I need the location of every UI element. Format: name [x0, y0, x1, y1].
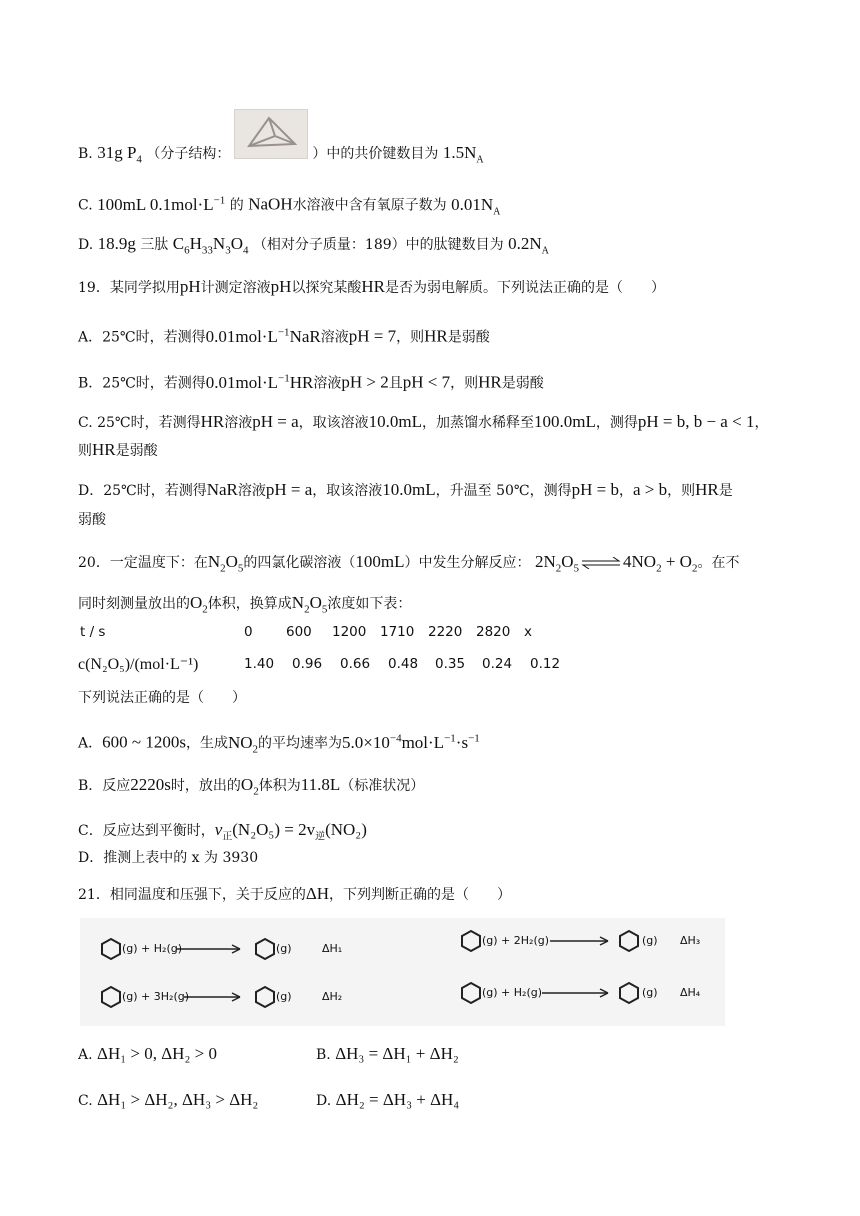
- text: 19．某同学拟用: [78, 280, 180, 296]
- option-letter: B.: [78, 146, 93, 162]
- text: 且: [388, 375, 403, 392]
- r1-left: (g) + H₂(g): [122, 942, 183, 955]
- text: 。在不: [697, 555, 740, 571]
- ph-value: pH = a: [265, 480, 313, 499]
- text: 以探究某酸: [291, 280, 362, 296]
- text: ，: [754, 415, 769, 431]
- text: ）中发生分解反应：: [404, 555, 531, 571]
- cell: 0.66: [340, 656, 371, 672]
- text: 的: [229, 197, 244, 214]
- ph-value: pH = b: [571, 480, 619, 499]
- cell: 1200: [332, 624, 367, 640]
- ph: pH: [270, 277, 292, 296]
- text: 20．一定温度下：在: [78, 555, 208, 571]
- text: ）中的共价键数目为: [312, 146, 439, 162]
- count: $1.5N_A$: [442, 143, 484, 166]
- cell: 0.24: [482, 656, 513, 672]
- volume: 10.0mL: [382, 480, 436, 499]
- cell: 0: [244, 624, 253, 640]
- text: D．推测上表中的 x 为 3930: [78, 850, 259, 866]
- text: ，生成: [185, 735, 228, 752]
- r4-left: (g) + H₂(g): [482, 986, 543, 999]
- concentration: $0.01mol\cdot L^{-1}HR$: [205, 372, 314, 392]
- q19-option-c: [78, 412, 768, 433]
- text: A．: [78, 735, 103, 752]
- r3-right: (g): [642, 934, 658, 947]
- text: ，则: [667, 483, 696, 499]
- formula: HR: [478, 372, 502, 392]
- text: 溶液: [313, 375, 342, 392]
- text: 溶液: [320, 329, 349, 346]
- r3-dh: ΔH₃: [680, 934, 701, 947]
- ph-value: pH = a: [252, 412, 299, 431]
- cell: 2820: [476, 624, 511, 640]
- volume: 100mL: [355, 552, 405, 571]
- text: ，取该溶液: [298, 415, 369, 431]
- q18-option-c: [78, 190, 500, 222]
- formula: NaOH: [248, 194, 293, 214]
- count: $0.01N_A$: [451, 194, 501, 218]
- ph-value: pH > 2: [341, 372, 389, 392]
- q20-option-a: [78, 728, 480, 759]
- formula: HR: [92, 440, 116, 459]
- cell: x: [524, 624, 532, 640]
- option-letter: D.: [316, 1093, 332, 1109]
- text: 下列说法正确的是（ ）: [78, 690, 246, 706]
- formula: $C_6H_{33}N_3O_4$: [172, 234, 249, 257]
- q21-stem: [78, 884, 511, 905]
- q19-option-d: [78, 480, 733, 501]
- text: 体积，换算成: [207, 596, 292, 612]
- formula: HR: [200, 412, 225, 431]
- reaction-scheme-figure: [80, 918, 725, 1026]
- option-text: ΔH₃ = ΔH₁ + ΔH₂: [335, 1044, 459, 1063]
- option-letter: D.: [78, 237, 94, 253]
- text: D．25℃时，若测得: [78, 483, 207, 499]
- text: 则: [78, 443, 92, 459]
- q19-option-a: [78, 322, 490, 348]
- rate-equation: $v_正(N_2O_5) = 2v_逆(NO_2)$: [214, 820, 367, 843]
- text: 是弱酸: [501, 375, 544, 392]
- text: （标准状况）: [340, 778, 425, 794]
- q19-option-c-cont: [78, 440, 158, 461]
- equation: $2N_2O_5$ $4NO_2 + O_2$: [534, 552, 698, 575]
- q19-option-d-cont: [78, 510, 106, 530]
- delta-h: ΔH: [305, 884, 330, 903]
- text: C. 25℃时，若测得: [78, 415, 201, 431]
- option-letter: C.: [78, 197, 93, 214]
- r1-right: (g): [276, 942, 292, 955]
- time: 2220s: [130, 775, 171, 794]
- text: 浓度如下表：: [327, 596, 412, 612]
- text: 溶液: [237, 483, 266, 499]
- q20-ask: [78, 688, 246, 708]
- row-label-concentration: c(N₂O₅)/(mol·L⁻¹): [78, 656, 199, 673]
- r2-dh: ΔH₂: [322, 990, 343, 1003]
- option-letter: B.: [316, 1047, 331, 1063]
- option-letter: C.: [78, 1093, 93, 1109]
- text: ，取该溶液: [312, 483, 383, 499]
- cell: 0.12: [530, 656, 561, 672]
- q21-option-b: [316, 1044, 459, 1065]
- q20-stem-cont: [78, 593, 411, 619]
- formula: $O_2$: [240, 775, 259, 798]
- formula: HR: [695, 480, 719, 499]
- volume: 100.0mL: [534, 412, 596, 431]
- formula: $NO_2$: [227, 732, 259, 756]
- r3-left: (g) + 2H₂(g): [482, 934, 550, 947]
- q20-option-b: [78, 775, 424, 801]
- text: ，则: [450, 375, 479, 392]
- p4-molecule-image: [234, 109, 308, 159]
- formula: NaR: [206, 480, 238, 499]
- option-text: ΔH₂ = ΔH₃ + ΔH₄: [335, 1090, 460, 1109]
- text: 是弱酸: [447, 329, 490, 346]
- text: ，升温至 50℃，测得: [435, 483, 572, 499]
- text: C．反应达到平衡时，: [78, 823, 215, 839]
- text: 的平均速率为: [258, 735, 343, 752]
- text: 时，放出的: [170, 778, 241, 794]
- option-letter: A.: [78, 1047, 93, 1063]
- text: 溶液: [224, 415, 253, 431]
- mass: 18.9g: [97, 234, 136, 253]
- text: ，下列判断正确的是（ ）: [329, 887, 512, 903]
- q20-option-d: [78, 848, 258, 868]
- equilibrium-arrow-icon: [581, 557, 621, 569]
- reaction-scheme-svg: [80, 918, 725, 1026]
- concentration: 100mL $0.1mol\cdot L^{-1}$: [97, 194, 226, 214]
- text: （相对分子质量：189）中的肽键数目为: [252, 237, 504, 253]
- cell: 0.48: [388, 656, 419, 672]
- formula: HR: [424, 326, 448, 346]
- q19-stem: [78, 277, 665, 298]
- r2-right: (g): [276, 990, 292, 1003]
- volume: 11.8L: [300, 775, 341, 794]
- cell: 0.96: [292, 656, 323, 672]
- ph-value: pH = b, b − a < 1: [637, 412, 755, 431]
- q21-option-d: [316, 1090, 459, 1111]
- text: B．25℃时，若测得: [78, 375, 206, 392]
- text: ，测得: [595, 415, 638, 431]
- cell: 0.35: [435, 656, 466, 672]
- r4-dh: ΔH₄: [680, 986, 701, 999]
- text: 水溶液中含有氧原子数为: [292, 197, 447, 214]
- ph-value: pH = 7: [348, 326, 397, 346]
- q20-stem: [78, 552, 739, 578]
- text: 是: [718, 483, 733, 499]
- r4-right: (g): [642, 986, 658, 999]
- text: 同时刻测量放出的: [78, 596, 190, 612]
- q21-option-a: [78, 1044, 217, 1065]
- text: 的四氯化碳溶液（: [243, 555, 356, 571]
- q21-option-c: [78, 1090, 258, 1111]
- rate: $5.0\times 10^{-4}mol\cdot L^{-1}\cdot s^{-1}$: [342, 732, 480, 752]
- text: 弱酸: [78, 512, 106, 528]
- text: ，: [618, 483, 633, 499]
- q20-option-c: [78, 820, 367, 847]
- text: 是弱酸: [115, 443, 158, 459]
- text: 体积为: [258, 778, 301, 794]
- volume: 10.0mL: [368, 412, 422, 431]
- text: （分子结构：: [146, 146, 231, 162]
- option-text: ΔH₁ > ΔH₂, ΔH₃ > ΔH₂: [97, 1090, 259, 1109]
- ph: pH: [179, 277, 201, 296]
- r1-dh: ΔH₁: [322, 942, 343, 955]
- formula: $O_2$: [190, 593, 208, 616]
- r2-left: (g) + 3H₂(g): [122, 990, 190, 1003]
- cell: 1.40: [244, 656, 275, 672]
- text: ，加蒸馏水稀释至: [422, 415, 534, 431]
- text: ，则: [396, 329, 425, 346]
- concentration: $0.01mol\cdot L^{-1}NaR$: [205, 326, 321, 346]
- cell: 600: [286, 624, 312, 640]
- cell: 1710: [380, 624, 415, 640]
- formula: $N_2O_5$: [207, 552, 244, 575]
- text: A．25℃时，若测得: [78, 329, 206, 346]
- text: 三肽: [140, 237, 169, 253]
- text: 21．相同温度和压强下，关于反应的: [78, 887, 306, 903]
- formula: HR: [361, 277, 386, 296]
- time-range: 600 ~ 1200s: [102, 732, 186, 752]
- text: 是否为弱电解质。下列说法正确的是（ ）: [385, 280, 666, 296]
- q18-option-b: [78, 143, 484, 170]
- row-label-time: t / s: [80, 624, 106, 640]
- text: B．反应: [78, 778, 131, 794]
- mass: 31g $P_4$: [97, 143, 142, 166]
- q18-option-d: [78, 234, 549, 261]
- cell: 2220: [428, 624, 463, 640]
- option-text: ΔH₁ > 0, ΔH₂ > 0: [97, 1044, 217, 1063]
- formula: $N_2O_5$: [291, 593, 328, 616]
- count: $0.2N_A$: [508, 234, 549, 257]
- inequality: a > b: [632, 480, 668, 499]
- ph-value: pH < 7: [402, 372, 451, 392]
- text: 计测定溶液: [200, 280, 271, 296]
- q19-option-b: [78, 368, 544, 394]
